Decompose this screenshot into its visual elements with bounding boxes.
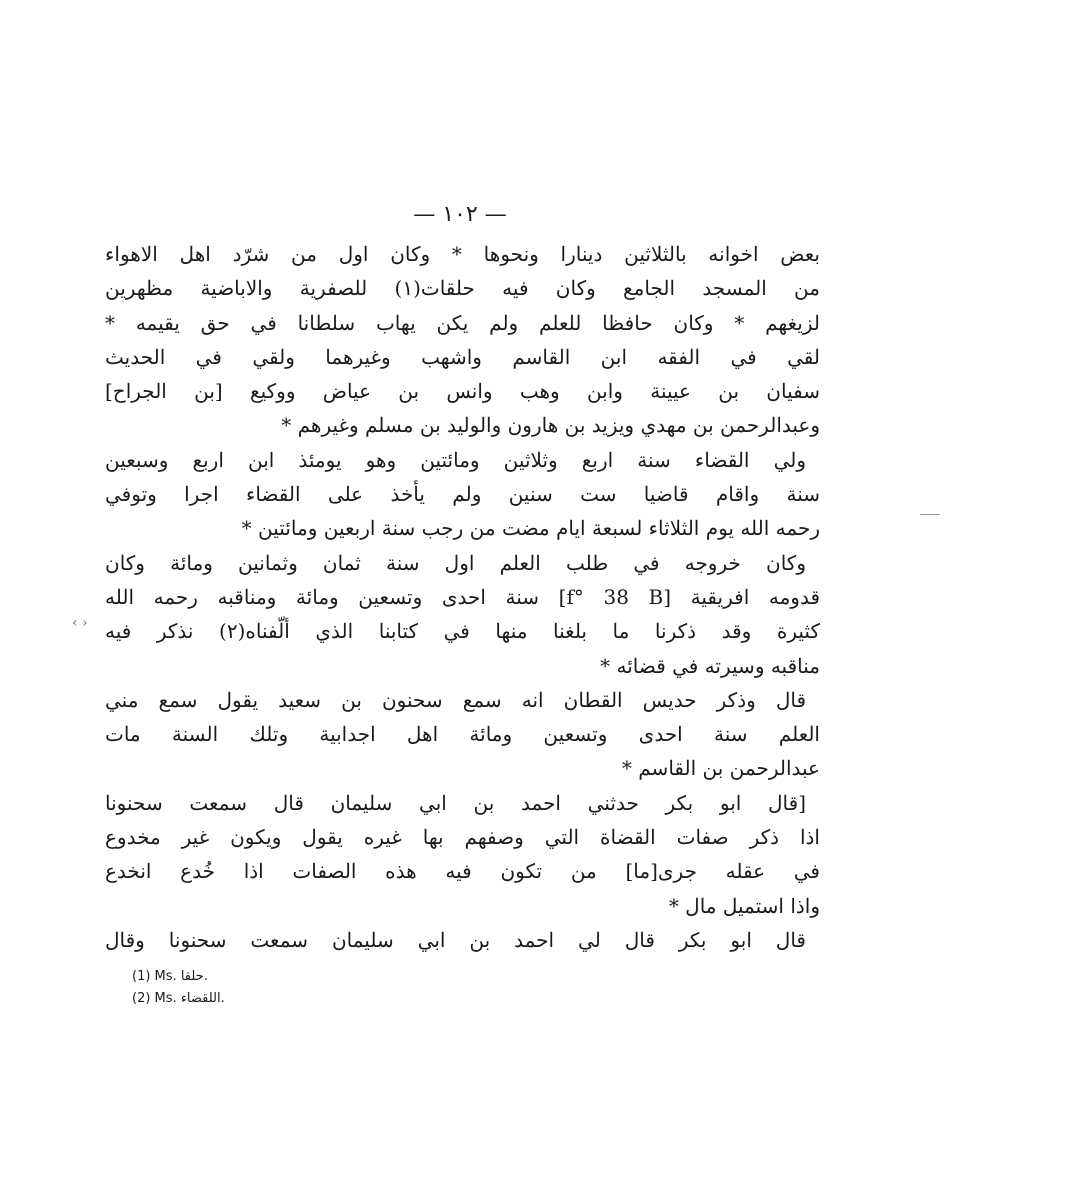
text-line: واذا استميل مال *	[668, 893, 820, 918]
margin-mark-right	[920, 514, 940, 515]
text-line: لقي في الفقه ابن القاسم واشهب وغيرهما ولقي في الحديث	[105, 344, 820, 369]
text-line: وكان خروجه في طلب العلم اول سنة ثمان وثمانين ومائة وكان	[105, 550, 806, 575]
text-line: قدومه افريقية [f° 38 B] سنة احدى وتسعين ومائة ومناقبه رحمه الله	[105, 584, 820, 609]
text-line: في عقله جرى[ما] من تكون فيه هذه الصفات اذا خُدع انخدع	[105, 859, 820, 884]
margin-mark-left: ‹ ›	[72, 615, 88, 631]
text-line: مناقبه وسيرته في قضائه *	[600, 653, 820, 678]
text-line: [قال ابو بكر حدثني احمد بن ابي سليمان قال سمعت سحنونا	[105, 790, 806, 815]
text-line: من المسجد الجامع وكان فيه حلقات(١) للصفرية والاباضية مظهرين	[105, 276, 820, 301]
text-line: عبدالرحمن بن القاسم *	[621, 756, 820, 781]
text-line: وعبدالرحمن بن مهدي ويزيد بن هارون والوليد بن مسلم وغيرهم *	[281, 413, 820, 438]
text-line: رحمه الله يوم الثلاثاء لسبعة ايام مضت من رجب سنة اربعين ومائتين *	[241, 516, 820, 541]
text-line: كثيرة وقد ذكرنا ما بلغنا منها في كتابنا الذي ألّفناه(٢) نذكر فيه	[105, 619, 820, 644]
footnotes	[132, 966, 452, 1010]
text-line: ولي القضاء سنة اربع وثلاثين ومائتين وهو يومئذ ابن اربع وسبعين	[105, 447, 806, 472]
footnote: (2) Ms. اللقضاء.	[132, 991, 225, 1006]
text-line: سفيان بن عيينة وابن وهب وانس بن عياض ووكيع [بن الجراح]	[105, 379, 820, 404]
text-line: سنة واقام قاضيا ست سنين ولم يأخذ على القضاء اجرا وتوفي	[105, 482, 820, 507]
body-text	[105, 237, 820, 957]
page-number: — ١٠٢ —	[413, 202, 507, 227]
footnote: (1) Ms. حلقا.	[132, 969, 208, 984]
text-line: العلم سنة احدى وتسعين ومائة اهل اجدابية وتلك السنة مات	[105, 722, 820, 747]
text-line: اذا ذكر صفات القضاة التي وصفهم بها غيره يقول ويكون غير مخدوع	[105, 825, 820, 850]
text-line: قال ابو بكر قال لي احمد بن ابي سليمان سمعت سحنونا وقال	[105, 927, 806, 952]
text-line: لزيغهم * وكان حافظا للعلم ولم يكن يهاب سلطانا في حق يقيمه *	[105, 310, 820, 335]
text-line: بعض اخوانه بالثلاثين دينارا ونحوها * وكان اول من شرّد اهل الاهواء	[105, 242, 820, 266]
text-line: قال وذكر حديس القطان انه سمع سحنون بن سعيد يقول سمع مني	[105, 687, 806, 712]
